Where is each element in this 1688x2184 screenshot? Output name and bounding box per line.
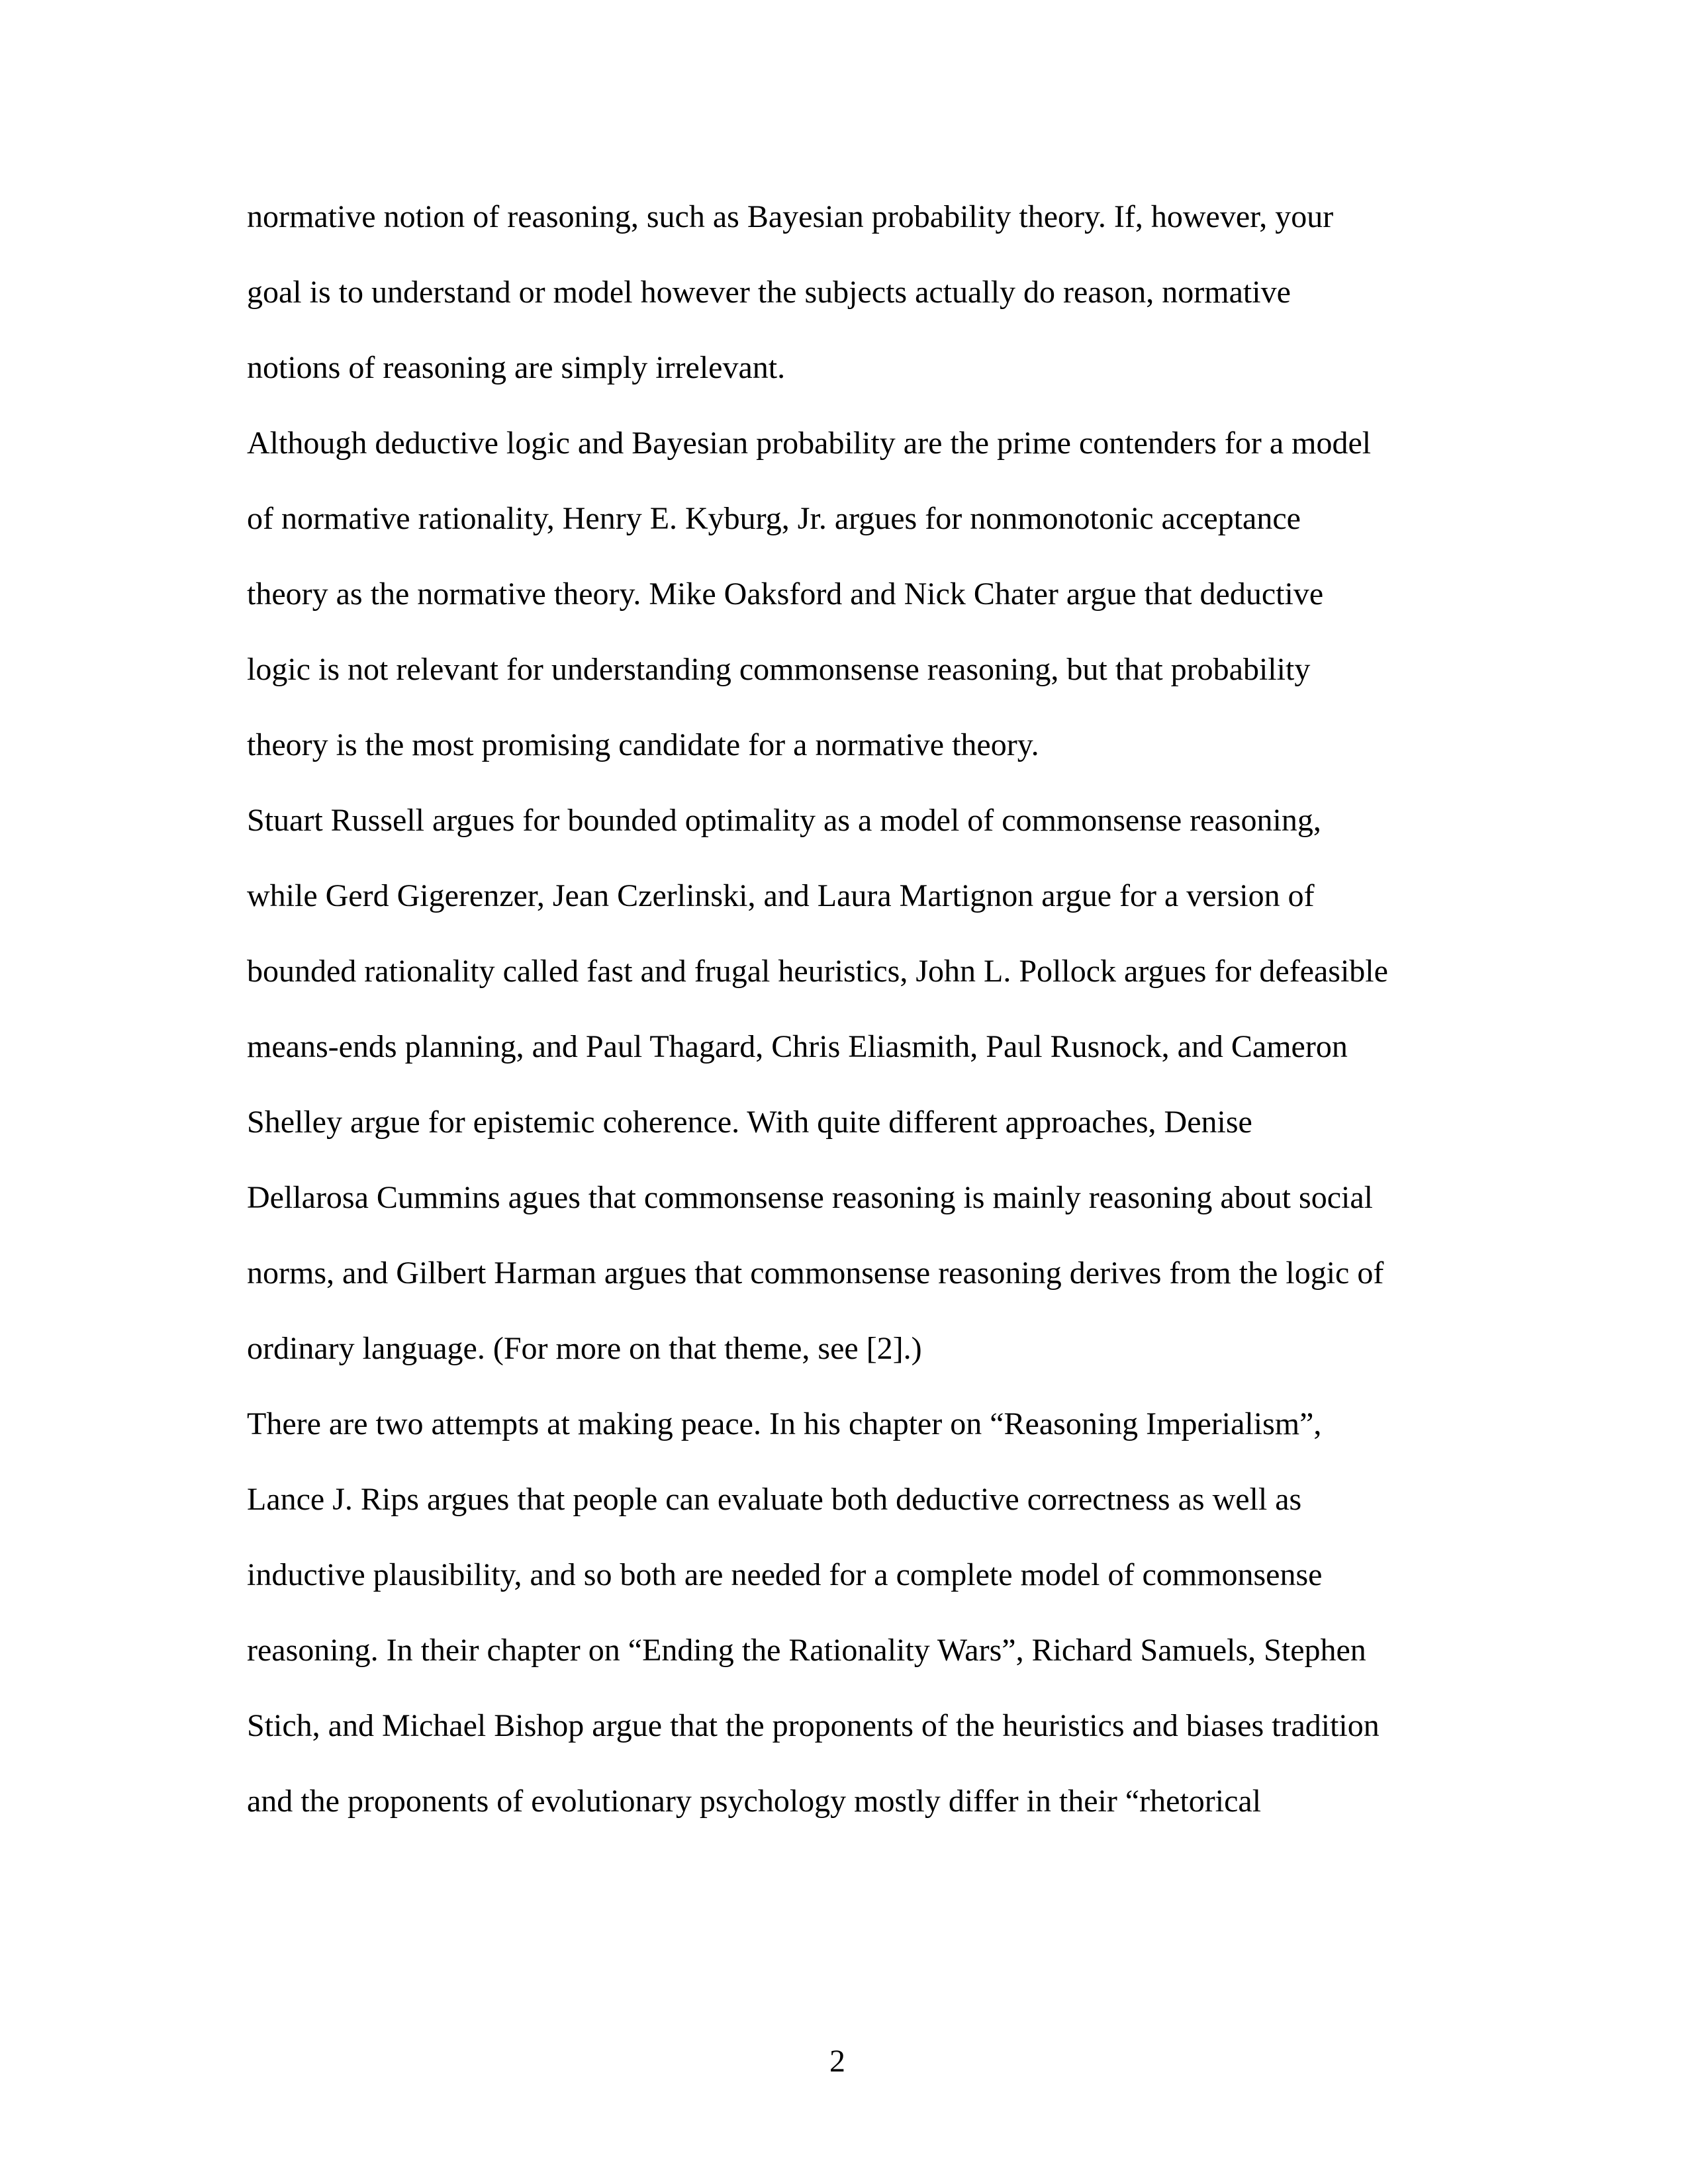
text-line: logic is not relevant for understanding commonsense reasoning, but that probability bbox=[247, 652, 1311, 687]
text-line: goal is to understand or model however the subjects actually do reason, normative bbox=[247, 275, 1291, 310]
text-line: norms, and Gilbert Harman argues that commonsense reasoning derives from the logic of bbox=[247, 1255, 1384, 1291]
text-line: reasoning. In their chapter on “Ending the Rationality Wars”, Richard Samuels, Stephen bbox=[247, 1633, 1366, 1668]
text-line: and the proponents of evolutionary psychology mostly differ in their “rhetorical bbox=[247, 1784, 1262, 1819]
text-line: Stuart Russell argues for bounded optimality as a model of commonsense reasoning, bbox=[247, 803, 1321, 838]
text-line: of normative rationality, Henry E. Kyburg, Jr. argues for nonmonotonic acceptance bbox=[247, 501, 1301, 536]
text-line: normative notion of reasoning, such as Bayesian probability theory. If, however, your bbox=[247, 199, 1334, 234]
text-line: Stich, and Michael Bishop argue that the proponents of the heuristics and biases tradition bbox=[247, 1708, 1380, 1743]
page-number: 2 bbox=[829, 2044, 845, 2079]
text-line: Shelley argue for epistemic coherence. With quite different approaches, Denise bbox=[247, 1105, 1252, 1140]
text-line: inductive plausibility, and so both are needed for a complete model of commonsense bbox=[247, 1557, 1323, 1592]
text-line: means-ends planning, and Paul Thagard, Chris Eliasmith, Paul Rusnock, and Cameron bbox=[247, 1029, 1348, 1064]
text-line: Although deductive logic and Bayesian probability are the prime contenders for a model bbox=[247, 426, 1372, 461]
text-line: notions of reasoning are simply irrelevant. bbox=[247, 350, 786, 385]
text-line: theory as the normative theory. Mike Oaksford and Nick Chater argue that deductive bbox=[247, 576, 1324, 612]
text-line: theory is the most promising candidate for a normative theory. bbox=[247, 727, 1039, 762]
text-line: while Gerd Gigerenzer, Jean Czerlinski, and Laura Martignon argue for a version of bbox=[247, 878, 1315, 913]
text-line: Dellarosa Cummins agues that commonsense reasoning is mainly reasoning about social bbox=[247, 1180, 1373, 1215]
body-text bbox=[247, 192, 1452, 1852]
text-line: There are two attempts at making peace. In his chapter on “Reasoning Imperialism”, bbox=[247, 1406, 1322, 1441]
text-line: ordinary language. (For more on that theme, see [2].) bbox=[247, 1331, 922, 1366]
text-line: bounded rationality called fast and frugal heuristics, John L. Pollock argues for defeasible bbox=[247, 954, 1388, 989]
text-line: Lance J. Rips argues that people can evaluate both deductive correctness as well as bbox=[247, 1482, 1302, 1517]
